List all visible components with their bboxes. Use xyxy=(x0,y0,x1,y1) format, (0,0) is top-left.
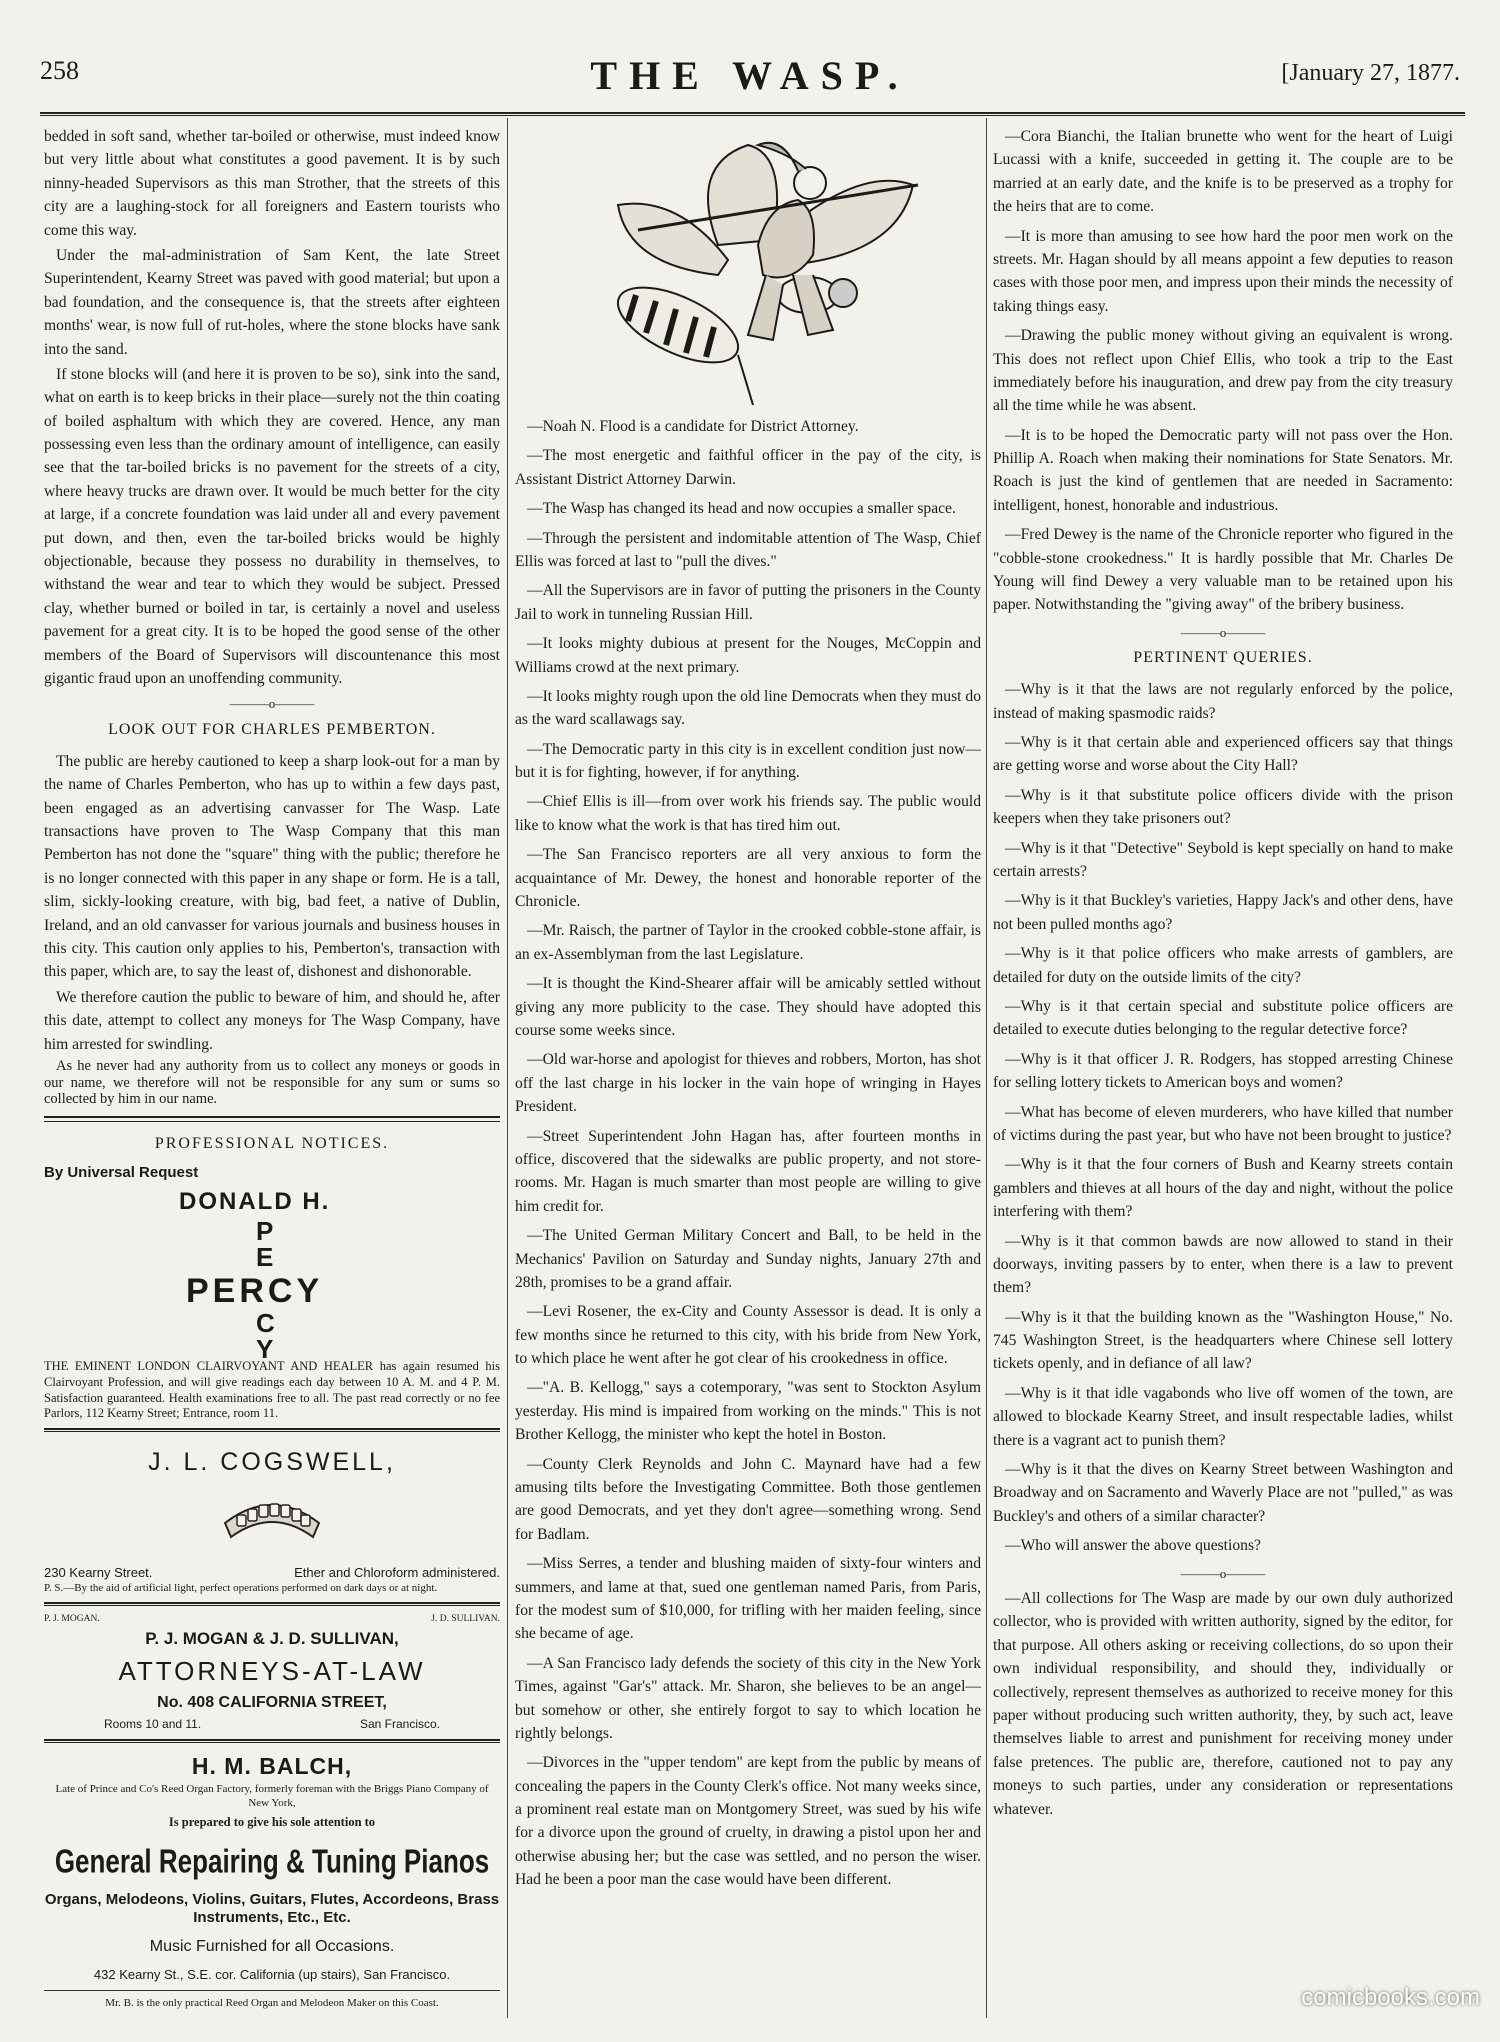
news-item: —Fred Dewey is the name of the Chronicle reporter who figured in the "cobble-stone crookedness." It is hardly possible that Mr. Charles De Young will find Dewey a very valuable man to be retained upon his paper. Notwithstanding the "giving away" of the bribery business. xyxy=(993,526,1453,614)
balch-title: H. M. BALCH, xyxy=(191,1752,353,1779)
column-3 xyxy=(993,125,1453,1823)
news-item: —Why is it that certain able and experienced officers say that things are getting worse and worse about the City Hall? xyxy=(993,734,1453,775)
percy-title: PERCY xyxy=(186,1272,324,1311)
cogswell-title: J. L. COGSWELL, xyxy=(148,1447,396,1476)
paragraph: The public are hereby cautioned to keep a sharp look-out for a man by the name of Charles Pemberton, who has up to within a few days past, been engaged as an advertising canvasser for The Wasp. Late transactions have proven to The Wasp Company that this man Pemberton has not done the "square" thing with the public; therefore he is no longer connected with this paper in any shape or form. He is a tall, slim, sickly-looking creature, with big, bad feet, a native of Dublin, Ireland, and an old canvasser for various journals and business houses in this city. This caution only applies to his, Pemberton's, transaction with this paper, which are, to say the least of, dishonest and dishonorable. xyxy=(44,752,500,981)
news-item: —Why is it that "Detective" Seybold is kept specially on hand to make certain arrests? xyxy=(993,839,1453,881)
cogswell-ether: Ether and Chloroform administered. xyxy=(294,1564,500,1580)
paragraph: As he never had any authority from us to collect any moneys or goods in our name, we therefore will not be responsible for any sum or sums so collected by him in our name. xyxy=(44,1057,500,1108)
news-item: —Why is it that Buckley's varieties, Happy Jack's and other dens, have not been pulled months ago? xyxy=(993,892,1453,933)
balch-late: Late of Prince and Co's Reed Organ Factory, formerly foreman with the Briggs Piano Company of New York, xyxy=(55,1783,489,1810)
paragraph: If stone blocks will (and here it is proven to be so), sink into the sand, what on earth is to keep bricks in their place—surely not the thin coating of boiled asphaltum with which they are covered. Hence, any man possessing even less than the ordinary amount of intelligence, can easily see that the tar-boiled bricks is no pavement for the streets of a city, where heavy trucks are drawn over. It would be much better for the city at large, if a concrete foundation was laid under all and every pavement put down, and then, even the tar-boiled bricks would be highly objectionable, because they possess no durability in themselves, to withstand the wear and tear to which they would be subject. Pressed clay, whether burned or boiled in tar, is certainly a novel and useless pavement for a great city. It is to be hoped the good sense of the other members of the Board of Supervisors will discountenance this most gigantic fraud upon an unoffending community. xyxy=(44,365,500,687)
column-divider xyxy=(507,118,508,2018)
balch-instruments: Organs, Melodeons, Violins, Guitars, Flutes, Accordeons, Brass Instruments, Etc., Etc. xyxy=(44,1890,500,1926)
news-item: —Mr. Raisch, the partner of Taylor in the crooked cobble-stone affair, is an ex-Assemblyman from the last Legislature. xyxy=(515,922,981,963)
wasp-gnome-illustration xyxy=(515,125,981,415)
column-divider xyxy=(986,118,987,2018)
news-item: —Street Superintendent John Hagan has, after fourteen months in office, discovered that the sidewalks are public property, and not store-rooms. Mr. Hagan is much smarter than most people are willing to give him credit for. xyxy=(515,1127,981,1215)
paragraph: bedded in soft sand, whether tar-boiled or otherwise, must indeed know but very little about what constitutes a good pavement. It is by such ninny-headed Supervisors as this man Strother, that the streets of this city are a laughing-stock for all foreigners and Eastern tourists who come this way. xyxy=(44,128,500,239)
news-item: —Why is it that the laws are not regularly enforced by the police, instead of making spasmodic raids? xyxy=(993,681,1453,722)
balch-footer: Mr. B. is the only practical Reed Organ and Melodeon Maker on this Coast. xyxy=(105,1997,439,2010)
news-items xyxy=(993,125,1453,617)
separator: ———o——— xyxy=(229,696,315,712)
paragraph: We therefore caution the public to beware of him, and should he, after this date, attempt to collect any moneys for The Wasp Company, have him arrested for swindling. xyxy=(44,988,500,1053)
news-item: —All the Supervisors are in favor of putting the prisoners in the County Jail to work in tunneling Russian Hill. xyxy=(515,582,981,623)
balch-headline: General Repairing & Tuning Pianos xyxy=(54,1840,490,1880)
news-item: —Noah N. Flood is a candidate for District Attorney. xyxy=(527,418,859,435)
column-1 xyxy=(44,125,500,2012)
news-item: —It looks mighty dubious at present for the Nouges, McCoppin and Williams crowd at the next primary. xyxy=(515,635,981,676)
donald-title: DONALD H. xyxy=(179,1188,331,1216)
dateline: [January 27, 1877. xyxy=(1281,60,1460,86)
cogswell-address: 230 Kearny Street. xyxy=(44,1564,153,1580)
news-item: —It is thought the Kind-Shearer affair will be amicably settled without giving any more publicity to the case. They should have adopted this course some weeks since. xyxy=(515,975,981,1039)
header-rule xyxy=(40,112,1465,116)
attorneys-at-law: ATTORNEYS-AT-LAW xyxy=(118,1655,426,1686)
news-item: —Miss Serres, a tender and blushing maiden of sixty-four winters and summers, and lame at that, sued one gentleman named Paris, from Paris, for the modest sum of $10,000, for trifling with her maiden feeling, since she became of age. xyxy=(515,1555,981,1643)
queries-list xyxy=(993,678,1453,1557)
news-item: —It is to be hoped the Democratic party will not pass over the Hon. Phillip A. Roach when making their nominations for State Senators. Mr. Roach is just the kind of gentlemen that are needed in Sacramento: intelligent, honest, honorable and industrious. xyxy=(993,426,1453,514)
news-item: —The United German Military Concert and Ball, to be held in the Mechanics' Pavilion on Saturday and Sunday nights, January 27th and 28th, promises to be a grand affair. xyxy=(515,1227,981,1291)
news-item: —Why is it that the dives on Kearny Street between Washington and Broadway and on Sacramento and Waverly Place are not "pulled," as was Buckley's and others of a similar character? xyxy=(993,1461,1453,1525)
news-item: —"A. B. Kellogg," says a cotemporary, "was sent to Stockton Asylum yesterday. His mind is impaired from working on the minds." This is not Brother Kellogg, the minister who kept the hotel in Boston. xyxy=(515,1379,981,1444)
news-item: —Why is it that substitute police officers divide with the prison keepers when they take prisoners out? xyxy=(993,786,1453,828)
news-item: —The Wasp has changed its head and now occupies a smaller space. xyxy=(527,500,956,518)
vertical-letter: Y xyxy=(256,1334,274,1365)
section-heading: PROFESSIONAL NOTICES. xyxy=(154,1134,390,1152)
attorney-rooms: Rooms 10 and 11. xyxy=(104,1716,202,1731)
news-item: —Why is it that the building known as the "Washington House," No. 745 Washington Street, is the headquarters where Chinese sell lottery tickets openly, and in defiance of all law? xyxy=(993,1308,1453,1373)
cogswell-ps: P. S.—By the aid of artificial light, perfect operations performed on dark days or at night. xyxy=(44,1582,438,1595)
news-item: —Through the persistent and indomitable attention of The Wasp, Chief Ellis was forced at last to "pull the dives." xyxy=(515,529,981,570)
section-heading: PERTINENT QUERIES. xyxy=(1133,649,1313,667)
attorney-names-row xyxy=(44,1612,500,1626)
news-item: —Who will answer the above questions? xyxy=(1005,1537,1261,1555)
balch-music: Music Furnished for all Occasions. xyxy=(149,1937,395,1955)
news-item: —Why is it that idle vagabonds who live off women of the town, are allowed to blockade Kearny Street, and insult respectable ladies, whilst there is a vagrant act to punish them? xyxy=(993,1384,1453,1449)
news-item: —Chief Ellis is ill—from over work his friends say. The public would like to know what the work is that has tired him out. xyxy=(515,793,981,834)
vertical-letter: P xyxy=(256,1216,274,1247)
news-item: —Drawing the public money without giving an equivalent is wrong. This does not reflect upon Chief Ellis, who took a trip to the East immediately before his inauguration, and drew pay from the city treasury all the time while he was absent. xyxy=(993,327,1453,415)
news-item: —Why is it that the four corners of Bush and Kearny streets contain gamblers and thieves at all hours of the day and night, without the police interfering with them? xyxy=(993,1156,1453,1221)
news-item: —A San Francisco lady defends the society of this city in the New York Times, against "Gar's" attack. Mr. Sharon, she believes to be an angel—but somehow or other, she entirely forgot to say to which location he rightly belongs. xyxy=(515,1654,981,1742)
news-items xyxy=(515,415,981,1892)
attorney-address: No. 408 CALIFORNIA STREET, xyxy=(157,1693,387,1711)
news-item: —Why is it that certain special and substitute police officers are detailed to execute duties belonging to the regular detective force? xyxy=(993,998,1453,1039)
attorney-rooms-row xyxy=(44,1715,500,1733)
percy-ad-title xyxy=(44,1184,500,1365)
paragraph: Under the mal-administration of Sam Kent, the late Street Superintendent, Kearny Street was paved with good material; but upon a bad foundation, and the consequence is, that the streets after eighteen months' wear, is now full of rut-holes, where the stone blocks have sank into the sand. xyxy=(44,246,500,358)
news-item: —The Democratic party in this city is in excellent condition just now—but it is for fighting, however, if for anything. xyxy=(515,740,981,782)
news-item: —The San Francisco reporters are all very anxious to form the acquaintance of Mr. Dewey, the honest and honorable reporter of the Chronicle. xyxy=(515,846,981,911)
news-item: —It is more than amusing to see how hard the poor men work on the streets. Mr. Hagan should by all means appoint a few deputies to reason cases with those poor men, and impress upon their minds the necessity of taking things easy. xyxy=(993,227,1453,315)
news-item: —Why is it that officer J. R. Rodgers, has stopped arresting Chinese for selling lottery tickets to American boys and women? xyxy=(993,1050,1453,1092)
balch-prepared: Is prepared to give his sole attention to xyxy=(168,1814,376,1829)
news-item: —Cora Bianchi, the Italian brunette who went for the heart of Luigi Lucassi with a knife, succeeded in getting it. The couple are to be married at an early date, and the knife is to be preserved as a trophy for the heirs that are to come. xyxy=(993,128,1453,216)
attorney-left: P. J. MOGAN. xyxy=(44,1614,100,1625)
attorney-city: San Francisco. xyxy=(359,1716,440,1731)
news-item: —County Clerk Reynolds and John C. Maynard have had a few amusing tilts before the Investigating Committee. Both those gentlemen are good Democrats, and yet they don't agree—something wrong. Send for Badlam. xyxy=(515,1455,981,1543)
vertical-letter: E xyxy=(256,1242,274,1273)
news-item: —It looks mighty rough upon the old line Democrats when they must do as the ward scallawags say. xyxy=(515,687,981,729)
cogswell-info-row xyxy=(44,1563,500,1583)
news-item: —Old war-horse and apologist for thieves and robbers, Morton, has shot off the last charge in his locker in the vain hope of wringing in Hayes President. xyxy=(515,1051,981,1116)
news-item: —The most energetic and faithful officer in the pay of the city, is Assistant District Attorney Darwin. xyxy=(515,447,981,488)
news-item: —Levi Rosener, the ex-City and County Assessor is dead. It is only a few months since he returned to this city, with his bride from New York, to which place he went after he got clear of his crookedness in office. xyxy=(515,1303,981,1368)
double-rule xyxy=(44,1116,500,1122)
ad-kicker: By Universal Request xyxy=(44,1163,199,1181)
news-item: —What has become of eleven murderers, who have killed that number of victims during the past year, but who have not been brought to justice? xyxy=(993,1103,1453,1144)
separator: ———o——— xyxy=(1180,1565,1266,1581)
masthead: THE WASP. xyxy=(590,53,910,98)
page-number: 258 xyxy=(40,56,79,85)
article-heading: LOOK OUT FOR CHARLES PEMBERTON. xyxy=(108,720,436,738)
news-item: —Why is it that police officers who make arrests of gamblers, are detailed for duty on the outside limits of the city? xyxy=(993,945,1453,986)
vertical-letter: C xyxy=(256,1308,275,1339)
double-rule xyxy=(44,1602,500,1606)
watermark: comicbooks.com xyxy=(1301,1984,1480,2011)
collections-notice: —All collections for The Wasp are made by our own duly authorized collector, who is provided with written authority, signed by the editor, for that purpose. All others asking or receiving collections, do so upon their own individual responsibility, and should they, individually or collectively, represent themselves as authorized to receive money for this paper without producing such written authority, they, by such act, leave themselves liable to arrest and punishment for receiving money under false pretences. The public are, therefore, cautioned not to pay any moneys to such parties, under any consideration or representations whatever. xyxy=(993,1590,1453,1818)
news-item: —Why is it that common bawds are now allowed to stand in their doorways, inviting passers by to enter, when there is a law to prevent them? xyxy=(993,1232,1453,1297)
dentures-illustration xyxy=(44,1493,500,1552)
page-header xyxy=(40,52,1460,102)
attorney-firm: P. J. MOGAN & J. D. SULLIVAN, xyxy=(145,1629,399,1649)
separator: ———o——— xyxy=(1180,624,1266,640)
column-2 xyxy=(515,125,981,1898)
news-item: —Divorces in the "upper tendom" are kept from the public by means of concealing the papers in the County Clerk's office. Not many weeks since, a prominent real estate man on Montgomery Street, was sued by his wife for a divorce upon the ground of cruelty, in drawing a pistol upon her and otherwise abusing her; but the case was settled, and no person the wiser. Had he been a poor man the case would have been different. xyxy=(515,1754,981,1889)
attorney-right: J. D. SULLIVAN. xyxy=(431,1614,500,1625)
balch-address: 432 Kearny St., S.E. cor. California (up stairs), San Francisco. xyxy=(93,1966,451,1982)
ad-body: THE EMINENT LONDON CLAIRVOYANT AND HEALER has again resumed his Clairvoyant Profession, and will give readings each day between 10 A. M. and 4 P. M. Satisfaction guaranteed. Health examinations free to all. The past read correctly or no fee Parlors, 112 Kearny Street; Entrance, room 11. xyxy=(44,1359,500,1421)
double-rule xyxy=(44,1428,500,1432)
double-rule xyxy=(44,1739,500,1743)
